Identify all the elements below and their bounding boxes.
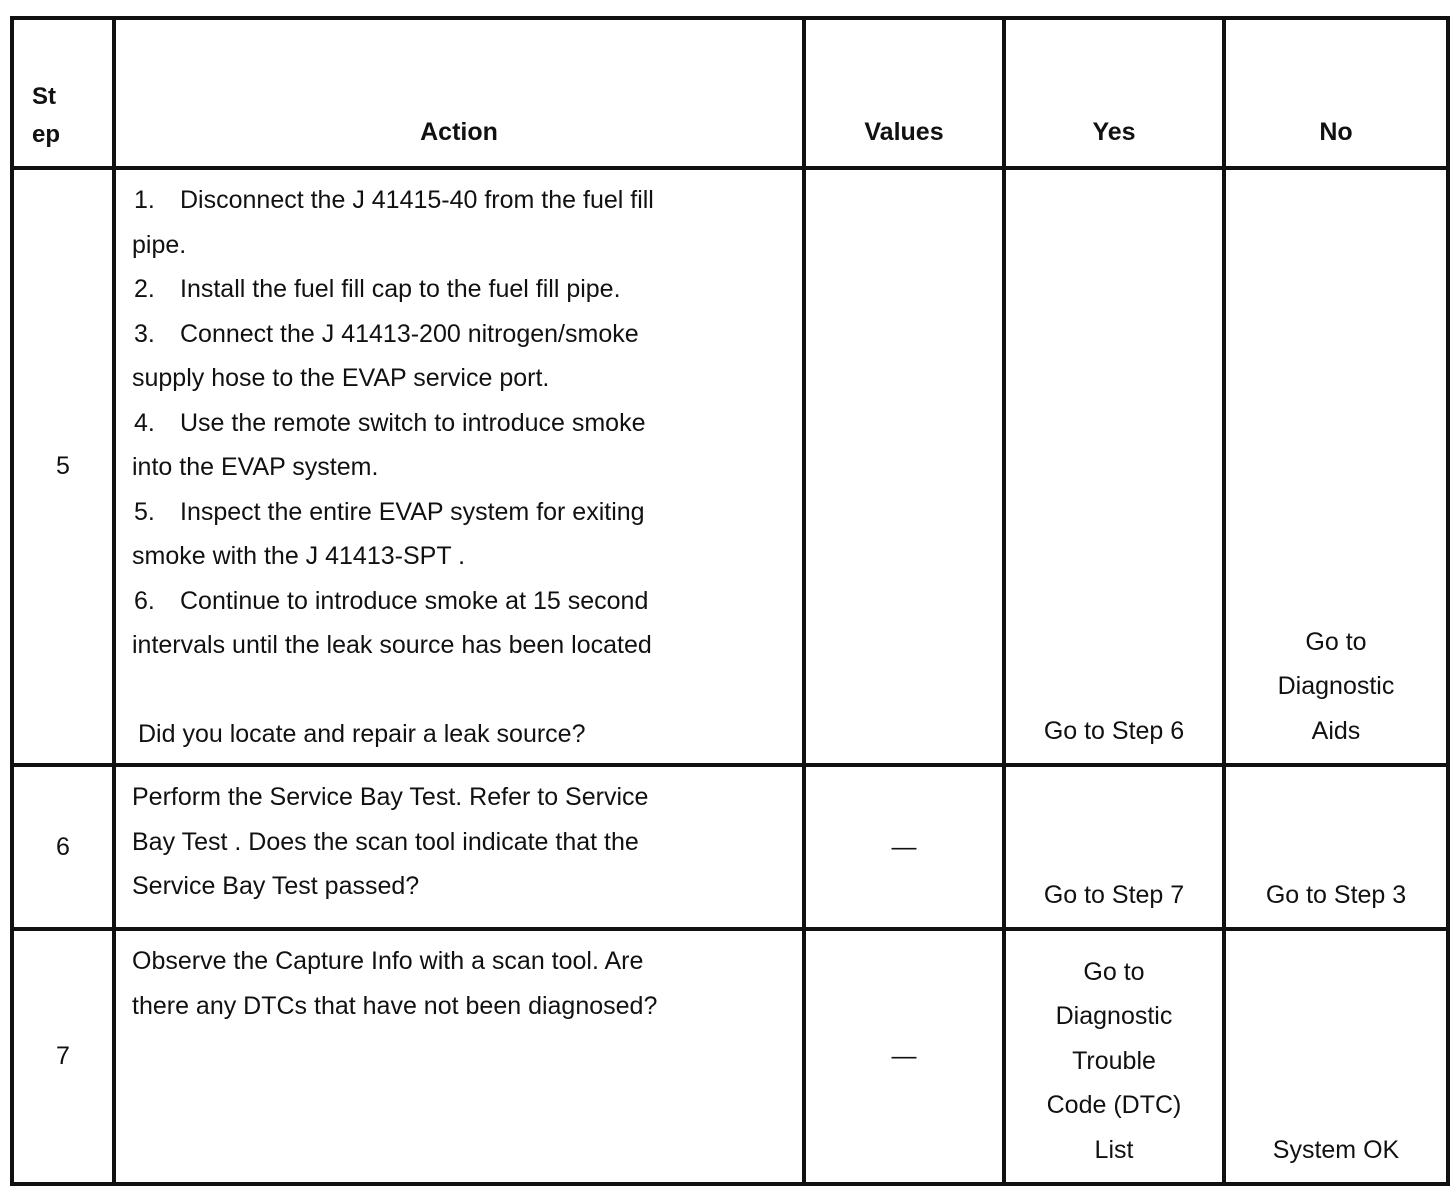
table-row-step-7: [12, 929, 1448, 1184]
action-item-5-cont: smoke with the J 41413-SPT .: [132, 542, 466, 570]
action-item-4-cont: into the EVAP system.: [132, 453, 379, 481]
action-item-6-cont: intervals until the leak source has been located: [132, 631, 652, 659]
yes-cell: Go to Step 7: [1004, 765, 1224, 929]
step-cell: 5: [12, 168, 114, 765]
action-item-1: 1. Disconnect the J 41415-40 from the fuel fill: [134, 186, 654, 214]
no-header: No: [1224, 18, 1448, 168]
step-header: [12, 18, 114, 168]
action-question: Did you locate and repair a leak source?: [138, 719, 586, 748]
action-item-2: 2. Install the fuel fill cap to the fuel fill pipe.: [134, 275, 621, 303]
values-cell: —: [804, 929, 1004, 1184]
action-item-3: 3. Connect the J 41413-200 nitrogen/smoke: [134, 319, 639, 348]
action-cell: Observe the Capture Info with a scan tool. Are there any DTCs that have not been diagnosed?: [114, 929, 804, 1184]
values-cell: —: [804, 765, 1004, 929]
no-cell: Go to Step 3: [1224, 765, 1448, 929]
diagnostic-table: [10, 16, 1450, 1186]
action-item-5: 5. Inspect the entire EVAP system for exiting: [134, 497, 645, 526]
action-item-6: 6. Continue to introduce smoke at 15 second: [134, 586, 649, 615]
yes-cell: Go to Step 6: [1004, 168, 1224, 765]
table-row-step-5: [12, 168, 1448, 765]
yes-header: Yes: [1004, 18, 1224, 168]
step-cell: 6: [12, 765, 114, 929]
values-header: Values: [804, 18, 1004, 168]
no-cell: Go to Diagnostic Aids: [1224, 168, 1448, 765]
action-item-1-cont: pipe.: [132, 230, 187, 259]
no-cell: System OK: [1224, 929, 1448, 1184]
action-header: Action: [114, 18, 804, 168]
action-cell: Perform the Service Bay Test. Refer to Service Bay Test . Does the scan tool indicate that the Service Bay Test passed?: [114, 765, 804, 929]
action-cell: [114, 168, 804, 765]
step-cell: 7: [12, 929, 114, 1184]
spacer: [132, 668, 786, 712]
header-row: [12, 18, 1448, 168]
step-header-line1: St: [32, 83, 56, 110]
table-row-step-6: [12, 765, 1448, 929]
values-cell: [804, 168, 1004, 765]
yes-cell: Go to Diagnostic Trouble Code (DTC) List: [1004, 929, 1224, 1184]
action-item-3-cont: supply hose to the EVAP service port.: [132, 364, 550, 392]
step-header-line2: ep: [32, 121, 61, 148]
action-item-4: 4. Use the remote switch to introduce smoke: [134, 408, 646, 437]
